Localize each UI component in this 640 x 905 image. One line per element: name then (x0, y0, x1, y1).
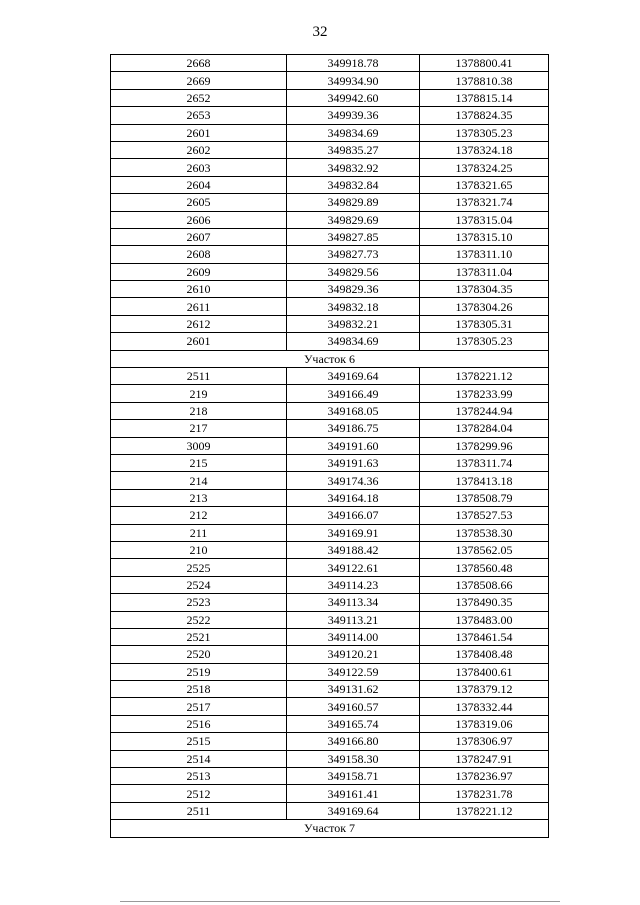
x-coordinate-cell: 349834.69 (287, 333, 420, 350)
x-coordinate-cell: 349161.41 (287, 785, 420, 802)
table-row (111, 315, 549, 332)
y-coordinate-cell: 1378247.91 (420, 750, 549, 767)
point-number-cell: 2652 (111, 89, 287, 106)
x-coordinate-cell: 349918.78 (287, 55, 420, 72)
x-coordinate-cell: 349168.05 (287, 402, 420, 419)
y-coordinate-cell: 1378304.26 (420, 298, 549, 315)
point-number-cell: 2607 (111, 228, 287, 245)
y-coordinate-cell: 1378562.05 (420, 541, 549, 558)
point-number-cell: 213 (111, 489, 287, 506)
y-coordinate-cell: 1378311.10 (420, 246, 549, 263)
point-number-cell: 2603 (111, 159, 287, 176)
table-row (111, 176, 549, 193)
point-number-cell: 2523 (111, 594, 287, 611)
y-coordinate-cell: 1378332.44 (420, 698, 549, 715)
point-number-cell: 3009 (111, 437, 287, 454)
table-row (111, 541, 549, 558)
y-coordinate-cell: 1378324.25 (420, 159, 549, 176)
point-number-cell: 2601 (111, 333, 287, 350)
y-coordinate-cell: 1378315.10 (420, 228, 549, 245)
point-number-cell: 215 (111, 454, 287, 471)
table-row (111, 402, 549, 419)
scan-edge-line (120, 901, 560, 902)
y-coordinate-cell: 1378319.06 (420, 715, 549, 732)
table-row (111, 281, 549, 298)
y-coordinate-cell: 1378413.18 (420, 472, 549, 489)
point-number-cell: 2522 (111, 611, 287, 628)
x-coordinate-cell: 349834.69 (287, 124, 420, 141)
x-coordinate-cell: 349166.07 (287, 507, 420, 524)
point-number-cell: 2604 (111, 176, 287, 193)
table-row (111, 628, 549, 645)
x-coordinate-cell: 349122.61 (287, 559, 420, 576)
x-coordinate-cell: 349160.57 (287, 698, 420, 715)
x-coordinate-cell: 349166.80 (287, 733, 420, 750)
y-coordinate-cell: 1378321.65 (420, 176, 549, 193)
table-row (111, 489, 549, 506)
point-number-cell: 2612 (111, 315, 287, 332)
x-coordinate-cell: 349829.36 (287, 281, 420, 298)
point-number-cell: 2601 (111, 124, 287, 141)
y-coordinate-cell: 1378315.04 (420, 211, 549, 228)
point-number-cell: 2511 (111, 368, 287, 385)
x-coordinate-cell: 349191.60 (287, 437, 420, 454)
table-row (111, 55, 549, 72)
point-number-cell: 2605 (111, 194, 287, 211)
point-number-cell: 210 (111, 541, 287, 558)
y-coordinate-cell: 1378490.35 (420, 594, 549, 611)
x-coordinate-cell: 349169.91 (287, 524, 420, 541)
x-coordinate-cell: 349169.64 (287, 802, 420, 819)
x-coordinate-cell: 349832.21 (287, 315, 420, 332)
x-coordinate-cell: 349829.89 (287, 194, 420, 211)
point-number-cell: 2524 (111, 576, 287, 593)
section-heading-row (111, 350, 549, 367)
point-number-cell: 2610 (111, 281, 287, 298)
x-coordinate-cell: 349934.90 (287, 72, 420, 89)
x-coordinate-cell: 349188.42 (287, 541, 420, 558)
y-coordinate-cell: 1378311.74 (420, 454, 549, 471)
point-number-cell: 214 (111, 472, 287, 489)
table-row (111, 785, 549, 802)
x-coordinate-cell: 349832.18 (287, 298, 420, 315)
table-row (111, 246, 549, 263)
table-row (111, 750, 549, 767)
point-number-cell: 2609 (111, 263, 287, 280)
x-coordinate-cell: 349114.23 (287, 576, 420, 593)
point-number-cell: 2517 (111, 698, 287, 715)
x-coordinate-cell: 349939.36 (287, 107, 420, 124)
table-row (111, 298, 549, 315)
x-coordinate-cell: 349122.59 (287, 663, 420, 680)
point-number-cell: 2602 (111, 141, 287, 158)
x-coordinate-cell: 349942.60 (287, 89, 420, 106)
table-row (111, 698, 549, 715)
point-number-cell: 2525 (111, 559, 287, 576)
table-row (111, 89, 549, 106)
coordinates-table-body (111, 55, 549, 838)
y-coordinate-cell: 1378304.35 (420, 281, 549, 298)
table-row (111, 211, 549, 228)
x-coordinate-cell: 349113.21 (287, 611, 420, 628)
point-number-cell: 2516 (111, 715, 287, 732)
point-number-cell: 2518 (111, 681, 287, 698)
y-coordinate-cell: 1378221.12 (420, 802, 549, 819)
table-row (111, 194, 549, 211)
table-row (111, 263, 549, 280)
table-row (111, 333, 549, 350)
table-row (111, 420, 549, 437)
table-row (111, 159, 549, 176)
table-row (111, 107, 549, 124)
y-coordinate-cell: 1378236.97 (420, 768, 549, 785)
table-row (111, 646, 549, 663)
y-coordinate-cell: 1378400.61 (420, 663, 549, 680)
x-coordinate-cell: 349827.73 (287, 246, 420, 263)
y-coordinate-cell: 1378508.66 (420, 576, 549, 593)
table-row (111, 385, 549, 402)
point-number-cell: 2520 (111, 646, 287, 663)
table-row (111, 524, 549, 541)
y-coordinate-cell: 1378560.48 (420, 559, 549, 576)
x-coordinate-cell: 349165.74 (287, 715, 420, 732)
table-row (111, 559, 549, 576)
table-row (111, 594, 549, 611)
table-row (111, 663, 549, 680)
y-coordinate-cell: 1378800.41 (420, 55, 549, 72)
x-coordinate-cell: 349832.92 (287, 159, 420, 176)
point-number-cell: 2669 (111, 72, 287, 89)
point-number-cell: 217 (111, 420, 287, 437)
point-number-cell: 2519 (111, 663, 287, 680)
y-coordinate-cell: 1378284.04 (420, 420, 549, 437)
x-coordinate-cell: 349827.85 (287, 228, 420, 245)
y-coordinate-cell: 1378244.94 (420, 402, 549, 419)
point-number-cell: 2653 (111, 107, 287, 124)
x-coordinate-cell: 349120.21 (287, 646, 420, 663)
section-heading: Участок 7 (111, 820, 549, 837)
x-coordinate-cell: 349832.84 (287, 176, 420, 193)
table-row (111, 768, 549, 785)
y-coordinate-cell: 1378538.30 (420, 524, 549, 541)
section-heading-row (111, 820, 549, 837)
x-coordinate-cell: 349191.63 (287, 454, 420, 471)
x-coordinate-cell: 349829.56 (287, 263, 420, 280)
x-coordinate-cell: 349114.00 (287, 628, 420, 645)
x-coordinate-cell: 349164.18 (287, 489, 420, 506)
x-coordinate-cell: 349174.36 (287, 472, 420, 489)
y-coordinate-cell: 1378508.79 (420, 489, 549, 506)
point-number-cell: 2521 (111, 628, 287, 645)
table-row (111, 454, 549, 471)
x-coordinate-cell: 349158.30 (287, 750, 420, 767)
table-row (111, 576, 549, 593)
section-heading: Участок 6 (111, 350, 549, 367)
table-row (111, 368, 549, 385)
page-number: 32 (312, 24, 328, 40)
table-row (111, 72, 549, 89)
table-row (111, 802, 549, 819)
table-row (111, 507, 549, 524)
table-row (111, 141, 549, 158)
y-coordinate-cell: 1378306.97 (420, 733, 549, 750)
point-number-cell: 2608 (111, 246, 287, 263)
point-number-cell: 218 (111, 402, 287, 419)
y-coordinate-cell: 1378233.99 (420, 385, 549, 402)
table-row (111, 437, 549, 454)
point-number-cell: 2611 (111, 298, 287, 315)
table-row (111, 472, 549, 489)
x-coordinate-cell: 349113.34 (287, 594, 420, 611)
point-number-cell: 2512 (111, 785, 287, 802)
y-coordinate-cell: 1378305.23 (420, 333, 549, 350)
y-coordinate-cell: 1378483.00 (420, 611, 549, 628)
y-coordinate-cell: 1378815.14 (420, 89, 549, 106)
table-row (111, 681, 549, 698)
point-number-cell: 2511 (111, 802, 287, 819)
table-row (111, 733, 549, 750)
y-coordinate-cell: 1378461.54 (420, 628, 549, 645)
point-number-cell: 2606 (111, 211, 287, 228)
table-row (111, 611, 549, 628)
table-row (111, 228, 549, 245)
y-coordinate-cell: 1378231.78 (420, 785, 549, 802)
y-coordinate-cell: 1378324.18 (420, 141, 549, 158)
point-number-cell: 219 (111, 385, 287, 402)
x-coordinate-cell: 349158.71 (287, 768, 420, 785)
y-coordinate-cell: 1378221.12 (420, 368, 549, 385)
point-number-cell: 211 (111, 524, 287, 541)
point-number-cell: 2514 (111, 750, 287, 767)
table-row (111, 124, 549, 141)
point-number-cell: 2513 (111, 768, 287, 785)
y-coordinate-cell: 1378408.48 (420, 646, 549, 663)
point-number-cell: 2515 (111, 733, 287, 750)
x-coordinate-cell: 349829.69 (287, 211, 420, 228)
point-number-cell: 2668 (111, 55, 287, 72)
x-coordinate-cell: 349835.27 (287, 141, 420, 158)
y-coordinate-cell: 1378321.74 (420, 194, 549, 211)
y-coordinate-cell: 1378810.38 (420, 72, 549, 89)
y-coordinate-cell: 1378305.23 (420, 124, 549, 141)
y-coordinate-cell: 1378527.53 (420, 507, 549, 524)
y-coordinate-cell: 1378824.35 (420, 107, 549, 124)
y-coordinate-cell: 1378305.31 (420, 315, 549, 332)
point-number-cell: 212 (111, 507, 287, 524)
table-row (111, 715, 549, 732)
x-coordinate-cell: 349131.62 (287, 681, 420, 698)
coordinates-table (110, 54, 549, 838)
y-coordinate-cell: 1378311.04 (420, 263, 549, 280)
x-coordinate-cell: 349169.64 (287, 368, 420, 385)
y-coordinate-cell: 1378299.96 (420, 437, 549, 454)
x-coordinate-cell: 349166.49 (287, 385, 420, 402)
y-coordinate-cell: 1378379.12 (420, 681, 549, 698)
x-coordinate-cell: 349186.75 (287, 420, 420, 437)
